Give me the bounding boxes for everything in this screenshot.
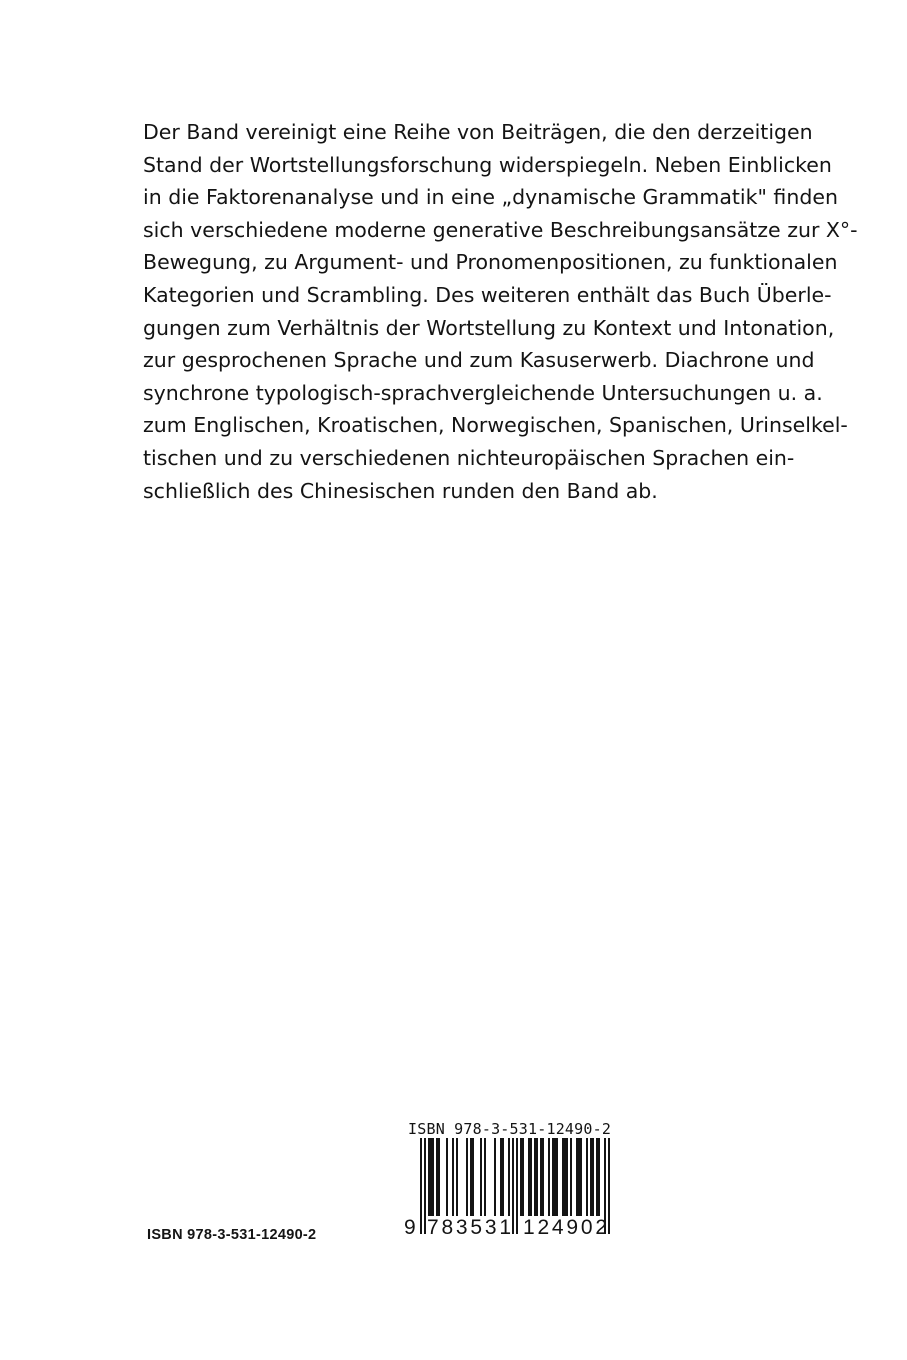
barcode-bar: [456, 1138, 458, 1216]
barcode-bar: [590, 1138, 592, 1216]
barcode-bar: [556, 1138, 558, 1216]
barcode-bar: [494, 1138, 496, 1216]
barcode-bar: [502, 1138, 504, 1216]
barcode-bar: [598, 1138, 600, 1216]
barcode-bar: [452, 1138, 454, 1216]
barcode-bar: [564, 1138, 566, 1216]
barcode-bar: [436, 1138, 438, 1216]
blurb-line-2: Stand der Wortstellungsforschung widerspiegeln. Neben Einblicken: [143, 152, 832, 177]
barcode-bar: [446, 1138, 448, 1216]
barcode-bar: [570, 1138, 572, 1216]
blurb-line-4: sich verschiedene moderne generative Beschreibungsansätze zur X°-: [143, 217, 858, 242]
barcode-guard-bar: [608, 1138, 610, 1234]
barcode-bar: [576, 1138, 578, 1216]
barcode-bar: [548, 1138, 550, 1216]
blurb-line-10: zum Englischen, Kroatischen, Norwegischen, Spanischen, Urinselkel-: [143, 413, 848, 438]
blurb-line-9: synchrone typologisch-sprachvergleichende Untersuchungen u. a.: [143, 380, 823, 405]
barcode-bar: [578, 1138, 580, 1216]
barcode-bar: [472, 1138, 474, 1216]
barcode-right-digits: 124902: [523, 1216, 607, 1238]
blurb-line-5: Bewegung, zu Argument- und Pronomenpositionen, zu funktionalen: [143, 250, 838, 275]
barcode-first-digit: 9: [404, 1216, 416, 1238]
barcode-bar: [596, 1138, 598, 1216]
barcode-bars: [398, 1138, 623, 1238]
blurb-line-8: zur gesprochenen Sprache und zum Kasuserwerb. Diachrone und: [143, 348, 815, 373]
blurb-line-3: in die Faktorenanalyse und in eine „dynamische Grammatik" finden: [143, 185, 838, 210]
barcode-bar: [520, 1138, 522, 1216]
barcode-bar: [534, 1138, 536, 1216]
barcode-bar: [542, 1138, 544, 1216]
barcode-guard-bar: [424, 1138, 426, 1234]
blurb-line-6: Kategorien und Scrambling. Des weiteren enthält das Buch Überle-: [143, 282, 832, 307]
barcode-guard-bar: [516, 1138, 518, 1234]
barcode-bar: [466, 1138, 468, 1216]
barcode-bar: [428, 1138, 430, 1216]
blurb-line-12: schließlich des Chinesischen runden den Band ab.: [143, 478, 658, 503]
barcode-guard-bar: [420, 1138, 422, 1234]
barcode-bar: [586, 1138, 588, 1216]
barcode-bar: [438, 1138, 440, 1216]
barcode-bar: [540, 1138, 542, 1216]
isbn-text: ISBN 978-3-531-12490-2: [147, 1227, 317, 1243]
barcode-bar: [508, 1138, 510, 1216]
barcode-bar: [432, 1138, 434, 1216]
barcode-bar: [500, 1138, 502, 1216]
barcode-guard-bar: [512, 1138, 514, 1234]
barcode-bar: [484, 1138, 486, 1216]
barcode-isbn-label: ISBN 978-3-531-12490-2: [408, 1120, 612, 1138]
barcode-bar: [592, 1138, 594, 1216]
barcode-bar: [580, 1138, 582, 1216]
barcode-bar: [528, 1138, 530, 1216]
barcode-bar: [522, 1138, 524, 1216]
barcode-bar: [530, 1138, 532, 1216]
barcode-bar: [566, 1138, 568, 1216]
barcode-bar: [430, 1138, 432, 1216]
barcode-left-digits: 783531: [427, 1216, 511, 1238]
back-cover-blurb: [143, 116, 858, 507]
blurb-line-1: Der Band vereinigt eine Reihe von Beiträgen, die den derzeitigen: [143, 120, 813, 144]
barcode-bar: [552, 1138, 554, 1216]
barcode-bar: [480, 1138, 482, 1216]
barcode-bar: [562, 1138, 564, 1216]
blurb-line-7: gungen zum Verhältnis der Wortstellung zu Kontext und Intonation,: [143, 315, 835, 340]
barcode-bar: [554, 1138, 556, 1216]
barcode-bar: [470, 1138, 472, 1216]
barcode-bar: [536, 1138, 538, 1216]
blurb-line-11: tischen und zu verschiedenen nichteuropäischen Sprachen ein-: [143, 445, 795, 470]
barcode: [398, 1120, 623, 1238]
